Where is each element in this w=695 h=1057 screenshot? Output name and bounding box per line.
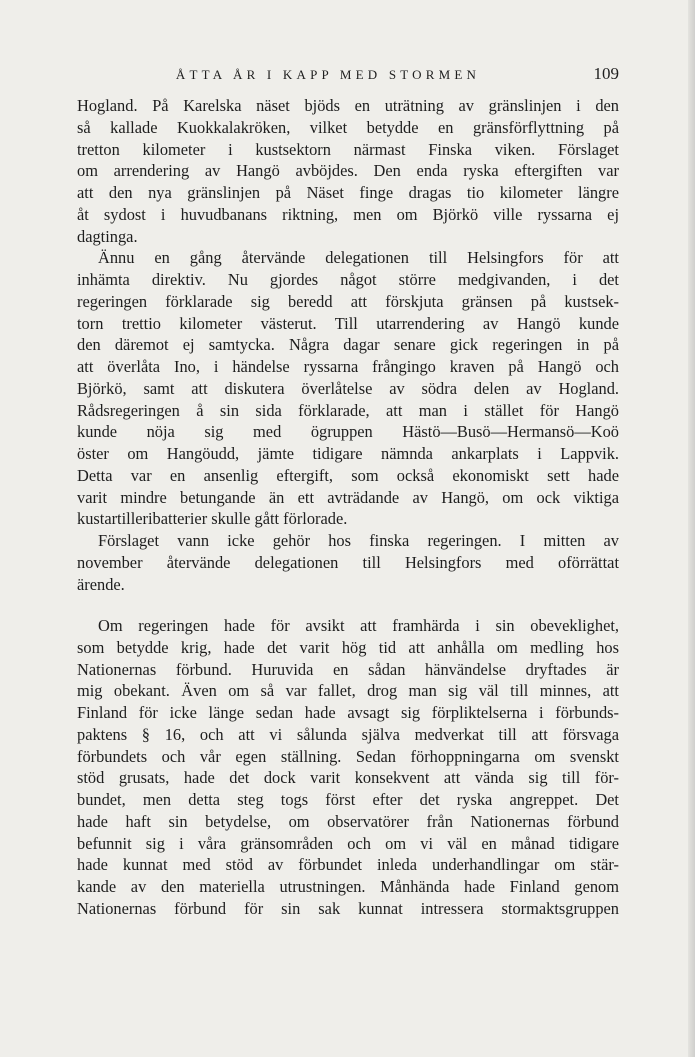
page-number: 109	[593, 64, 619, 83]
text-line: Nationernas förbund. Huruvida en sådan hänvändelse dryftades är	[77, 659, 619, 679]
text-line: ärende.	[77, 574, 125, 594]
text-section-negotiations	[77, 95, 619, 595]
text-line: tretton kilometer i kustsektorn närmast Finska viken. Förslaget	[77, 139, 619, 159]
text-line: mig obekant. Även om så var fallet, drog man sig väl till minnes, att	[77, 681, 619, 701]
text-line: öster om Hangöudd, jämte tidigare nämnda ankarplats i Lappvik.	[77, 444, 619, 463]
text-line: att den nya gränslinjen på Näset finge dragas tio kilometer längre	[77, 183, 619, 202]
text-line: torn trettio kilometer västerut. Till utarrendering av Hangö kunde	[77, 313, 619, 333]
text-line: kande av den materiella utrustningen. Månhända hade Finland genom	[77, 877, 619, 896]
running-title: ÅTTA ÅR I KAPP MED STORMEN	[175, 67, 481, 82]
text-line: varit mindre betungande än ett avträdande av Hangö, om ock viktiga	[77, 487, 619, 507]
text-line: stöd grusats, hade det dock varit konsekvent att vända sig till för-	[77, 768, 619, 788]
text-line: hade kunnat med stöd av förbundet inleda underhandlingar om stär-	[77, 855, 619, 875]
running-header	[77, 64, 619, 86]
text-line: Förslaget vann icke gehör hos finska regeringen. I mitten av	[98, 531, 619, 550]
text-line: så kallade Kuokkalakröken, vilket betydde en gränsförflyttning på	[77, 117, 619, 137]
text-line: regeringen förklarade sig beredd att förskjuta gränsen på kustsek-	[77, 291, 619, 311]
text-line: att överlåta Ino, i händelse ryssarna frångingo kraven på Hangö och	[77, 357, 619, 376]
text-line: paktens § 16, och att vi sålunda själva medverkat till att försvaga	[77, 724, 619, 744]
text-line: den däremot ej samtycka. Några dagar senare gick regeringen in på	[77, 335, 619, 355]
text-line: om arrendering av Hangö avböjdes. Den enda ryska eftergiften var	[77, 161, 619, 181]
text-line: bundet, men detta steg togs först efter det ryska angreppet. Det	[77, 790, 619, 809]
text-line: Björkö, samt att diskutera överlåtelse av södra delen av Hogland.	[77, 378, 619, 398]
text-line: förbundets och vår egen ställning. Sedan förhoppningarna om svenskt	[77, 746, 619, 766]
text-line: kunde nöja sig med ögruppen Hästö—Busö—Hermansö—Koö	[77, 422, 619, 442]
text-line: som betydde krig, hade det varit hög tid att anhålla om medling hos	[77, 637, 619, 657]
text-line: Detta var en ansenlig eftergift, som också ekonomiskt sett hade	[77, 465, 619, 485]
page-edge-shadow	[688, 0, 695, 1057]
text-line: inhämta direktiv. Nu gjordes något större medgivanden, i det	[77, 270, 619, 289]
text-line: kustartilleribatterier skulle gått förlorade.	[77, 509, 348, 529]
text-line: november återvände delegationen till Helsingfors med oförrättat	[77, 552, 619, 572]
text-section-league-of-nations	[77, 615, 619, 920]
text-line: Nationernas förbund för sin sak kunnat intressera stormaktsgruppen	[77, 898, 619, 918]
text-line: Om regeringen hade för avsikt att framhärda i sin obeveklighet,	[98, 616, 619, 635]
text-line: Finland för icke länge sedan hade avsagt sig förpliktelserna i förbunds-	[77, 703, 619, 722]
text-line: dagtinga.	[77, 226, 138, 246]
text-line: åt sydost i huvudbanans riktning, men om Björkö ville ryssarna ej	[77, 204, 619, 224]
text-line: befunnit sig i våra gränsområden och om vi väl en månad tidigare	[77, 833, 619, 853]
text-line: hade haft sin betydelse, om observatörer från Nationernas förbund	[77, 811, 619, 831]
text-line: Rådsregeringen å sin sida förklarade, att man i stället för Hangö	[77, 400, 619, 420]
text-line: Ännu en gång återvände delegationen till Helsingfors för att	[98, 248, 619, 268]
text-line: Hogland. På Karelska näset bjöds en uträtning av gränslinjen i den	[77, 96, 619, 115]
